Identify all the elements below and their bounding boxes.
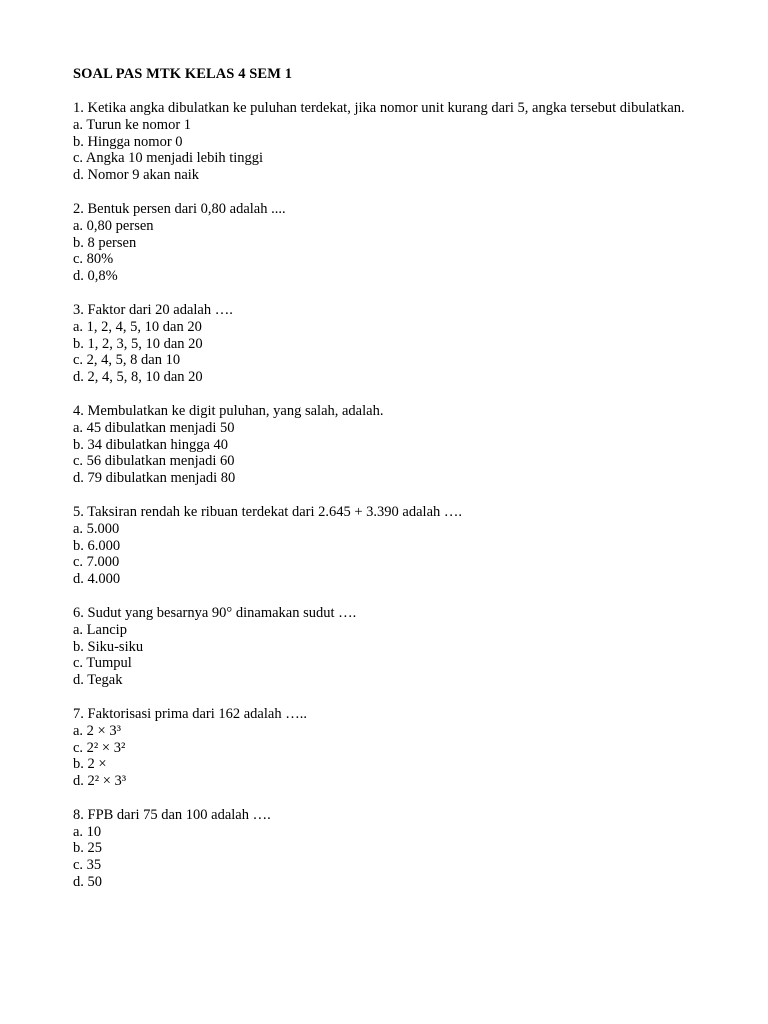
option-a: a. 1, 2, 4, 5, 10 dan 20 xyxy=(73,318,202,335)
option-a: a. 2 × 3³ xyxy=(73,722,121,739)
option-b: b. 2 × xyxy=(73,756,107,773)
question-5 xyxy=(73,504,693,588)
option-a: a. Lancip xyxy=(73,621,127,638)
question-text: 7. Faktorisasi prima dari 162 adalah ….. xyxy=(73,705,307,722)
question-text: 4. Membulatkan ke digit puluhan, yang salah, adalah. xyxy=(73,402,384,419)
option-c: c. 7.000 xyxy=(73,554,120,571)
question-8 xyxy=(73,807,693,891)
option-c: c. 2, 4, 5, 8 dan 10 xyxy=(73,352,181,369)
option-a: a. 10 xyxy=(73,823,102,840)
document-page xyxy=(73,66,693,891)
question-1 xyxy=(73,100,693,184)
option-c: c. 56 dibulatkan menjadi 60 xyxy=(73,453,235,470)
option-b: b. Hingga nomor 0 xyxy=(73,133,183,150)
option-c: c. Tumpul xyxy=(73,655,132,672)
option-c: c. Angka 10 menjadi lebih tinggi xyxy=(73,150,264,167)
question-3 xyxy=(73,302,693,386)
option-c: c. 35 xyxy=(73,857,102,874)
option-d: d. 50 xyxy=(73,874,102,891)
option-a: a. 5.000 xyxy=(73,520,120,537)
option-b: b. 34 dibulatkan hingga 40 xyxy=(73,436,229,453)
option-b: b. 6.000 xyxy=(73,537,121,554)
option-d: d. Nomor 9 akan naik xyxy=(73,167,200,184)
option-b: b. 8 persen xyxy=(73,234,137,251)
option-a: a. Turun ke nomor 1 xyxy=(73,116,192,133)
option-d: d. 79 dibulatkan menjadi 80 xyxy=(73,470,236,487)
option-b: b. 25 xyxy=(73,840,102,857)
option-a: a. 45 dibulatkan menjadi 50 xyxy=(73,419,235,436)
question-text: 1. Ketika angka dibulatkan ke puluhan terdekat, jika nomor unit kurang dari 5, angka tersebut dibulatkan. xyxy=(73,100,685,116)
option-d: d. 2² × 3³ xyxy=(73,773,127,790)
option-c: c. 2² × 3² xyxy=(73,739,126,756)
question-6 xyxy=(73,605,693,689)
question-text: 8. FPB dari 75 dan 100 adalah …. xyxy=(73,806,271,823)
option-d: d. Tegak xyxy=(73,672,123,689)
question-2 xyxy=(73,201,693,285)
document-title: SOAL PAS MTK KELAS 4 SEM 1 xyxy=(73,66,293,82)
question-text: 2. Bentuk persen dari 0,80 adalah .... xyxy=(73,200,286,217)
question-text: 5. Taksiran rendah ke ribuan terdekat dari 2.645 + 3.390 adalah …. xyxy=(73,503,463,520)
option-c: c. 80% xyxy=(73,251,114,268)
option-b: b. 1, 2, 3, 5, 10 dan 20 xyxy=(73,335,203,352)
option-a: a. 0,80 persen xyxy=(73,217,154,234)
option-d: d. 0,8% xyxy=(73,268,118,285)
question-text: 6. Sudut yang besarnya 90° dinamakan sudut …. xyxy=(73,604,357,621)
option-d: d. 2, 4, 5, 8, 10 dan 20 xyxy=(73,369,203,386)
option-b: b. Siku-siku xyxy=(73,638,144,655)
question-7 xyxy=(73,706,693,790)
question-4 xyxy=(73,403,693,487)
option-d: d. 4.000 xyxy=(73,571,121,588)
question-text: 3. Faktor dari 20 adalah …. xyxy=(73,301,233,318)
